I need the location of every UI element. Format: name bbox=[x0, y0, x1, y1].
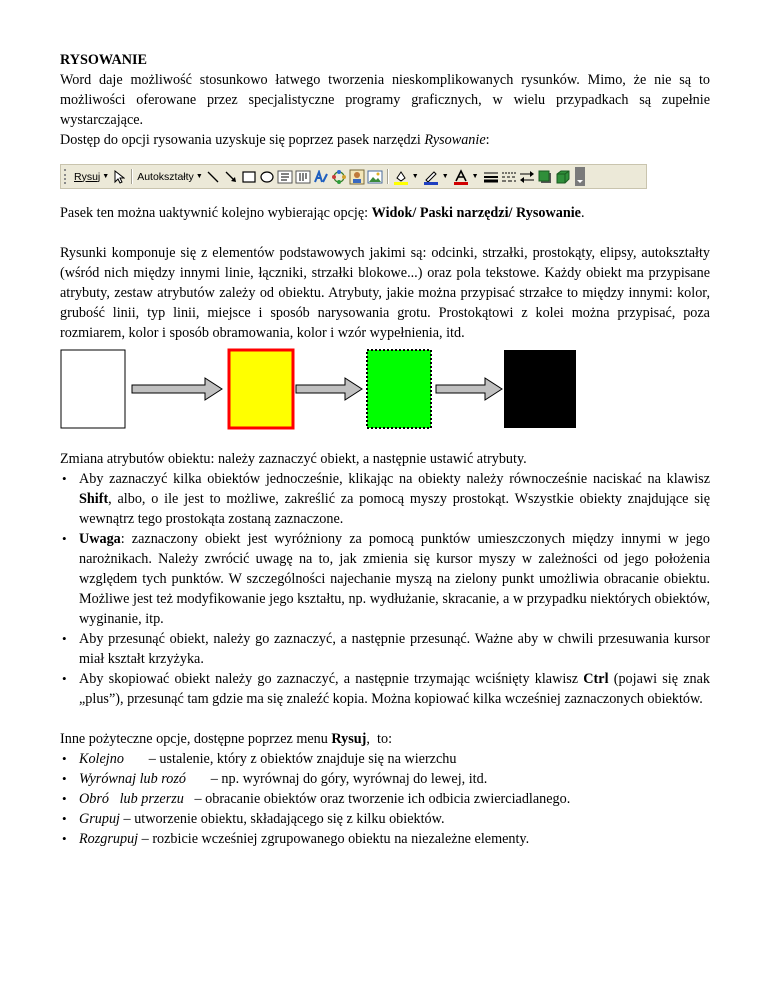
arrow-style-icon[interactable] bbox=[519, 169, 535, 185]
yellow-rectangle bbox=[229, 350, 293, 428]
dropdown-caret-icon: ▼ bbox=[102, 172, 110, 180]
dropdown-caret-icon[interactable]: ▼ bbox=[471, 172, 479, 180]
dash-style-icon[interactable] bbox=[501, 169, 517, 185]
diagram-icon[interactable] bbox=[331, 169, 347, 185]
insert-picture-icon[interactable] bbox=[367, 169, 383, 185]
list-item: • Grupuj – utworzenie obiektu, składającego się z kilku obiektów. bbox=[60, 809, 710, 829]
draw-menu-button[interactable]: Rysuj ▼ bbox=[74, 168, 109, 186]
dropdown-caret-icon: ▼ bbox=[195, 172, 203, 180]
wordart-icon[interactable] bbox=[313, 169, 329, 185]
block-arrow bbox=[132, 378, 222, 400]
font-color-icon[interactable] bbox=[453, 169, 469, 185]
list-item: • Uwaga: zaznaczony obiekt jest wyróżniony za pomocą punktów umieszczonych między innymi w jego narożnikach. Należy zwrócić uwagę na to, jak zmienia się kursor myszy w zależności od jego położenia względem tych punktów. W szczególności najechanie myszą na zielony punkt umożliwia obracanie obiektu. Możliwe jest też modyfikowanie jego kształtu, np. wydłużanie, skracanie, a w przypadku niektórych obiektów, wyginanie, itp. bbox=[60, 529, 710, 629]
change-attributes-paragraph: Zmiana atrybutów obiektu: należy zaznaczyć obiekt, a następnie ustawić atrybuty. bbox=[60, 451, 527, 467]
line-icon[interactable] bbox=[205, 169, 221, 185]
toolbar-options-icon[interactable] bbox=[575, 167, 585, 186]
block-arrow bbox=[436, 378, 502, 400]
autoshapes-menu-button[interactable]: Autokształty ▼ bbox=[137, 168, 203, 186]
line-style-icon[interactable] bbox=[483, 169, 499, 185]
list-item: • Kolejno – ustalenie, który z obiektów znajduje się na wierzchu bbox=[60, 749, 710, 769]
oval-icon[interactable] bbox=[259, 169, 275, 185]
access-paragraph: Dostęp do opcji rysowania uzyskuje się poprzez pasek narzędzi Rysowanie: bbox=[60, 132, 490, 148]
other-options-paragraph: Inne pożyteczne opcje, dostępne poprzez menu Rysuj, to: bbox=[60, 731, 393, 747]
dropdown-caret-icon[interactable]: ▼ bbox=[441, 172, 449, 180]
fill-color-icon[interactable] bbox=[393, 169, 409, 185]
toolbar-separator bbox=[131, 169, 133, 184]
list-item: • Rozgrupuj – rozbicie wcześniej zgrupowanego obiektu na niezależne elementy. bbox=[60, 829, 710, 849]
3d-style-icon[interactable] bbox=[555, 169, 571, 185]
block-arrow bbox=[296, 378, 362, 400]
line-color-icon[interactable] bbox=[423, 169, 439, 185]
list-item: • Obró lub przerzu – obracanie obiektów oraz tworzenie ich odbicia zwierciadlanego. bbox=[60, 789, 710, 809]
intro-paragraph: Word daje możliwość stosunkowo łatwego tworzenia nieskomplikowanych rysunków. Mimo, że nie są to możliwości oferowane przez specjalistyczne programy graficznych, w wielu przypadkach są zupełnie wystarczające. bbox=[60, 72, 710, 128]
plain-rectangle bbox=[61, 350, 125, 428]
list-item: • Aby zaznaczyć kilka obiektów jednocześnie, klikając na obiekty należy równocześnie naciskać na klawisz Shift, albo, o ile jest to możliwe, zakreślić za pomocą myszy prostokąt. Wszystkie obiekty znajdujące się wewnątrz tego prostokąta zostaną zaznaczone. bbox=[60, 469, 710, 529]
toolbar-name: Rysowanie bbox=[424, 132, 486, 148]
toolbar-grip[interactable] bbox=[64, 169, 70, 184]
dropdown-caret-icon[interactable]: ▼ bbox=[411, 172, 419, 180]
text-box-icon[interactable] bbox=[277, 169, 293, 185]
activate-paragraph: Pasek ten można uaktywnić kolejno wybierając opcję: Widok/ Paski narzędzi/ Rysowanie. bbox=[60, 205, 585, 221]
rectangle-icon[interactable] bbox=[241, 169, 257, 185]
options-list bbox=[60, 749, 710, 849]
green-rectangle bbox=[367, 350, 431, 428]
clip-art-icon[interactable] bbox=[349, 169, 365, 185]
description-paragraph: Rysunki komponuje się z elementów podstawowych jakimi są: odcinki, strzałki, prostokąty, elipsy, autokształty (wśród nich między innymi linie, łączniki, strzałki blokowe...) oraz pola tekstowe. Każdy obiekt ma przypisane atrybuty, zestaw atrybutów zależy od obiektu. Atrybuty, jakie można przypisać strzałce to między innymi: kolor, grubość linii, typ linii, miejsce i sposób narysowania grotu. Prostokątowi z kolei można przypisać, poza rozmiarem, kolor i sposób obramowania, kolor i wzór wypełnienia, itd. bbox=[60, 245, 710, 341]
arrow-icon[interactable] bbox=[223, 169, 239, 185]
toolbar-separator bbox=[387, 169, 389, 184]
document-page bbox=[60, 50, 710, 849]
drawing-toolbar bbox=[60, 164, 647, 189]
list-item: • Aby przesunąć obiekt, należy go zaznaczyć, a następnie przesunąć. Ważne aby w chwili przesuwania kursor miał kształt krzyżyka. bbox=[60, 629, 710, 669]
vertical-text-box-icon[interactable] bbox=[295, 169, 311, 185]
shape-examples-drawing bbox=[60, 345, 710, 431]
list-item: • Wyrównaj lub rozó – np. wyrównaj do góry, wyrównaj do lewej, itd. bbox=[60, 769, 710, 789]
black-rectangle bbox=[504, 350, 576, 428]
section-title: RYSOWANIE bbox=[60, 52, 148, 68]
list-item: • Aby skopiować obiekt należy go zaznaczyć, a następnie trzymając wciśnięty klawisz Ctrl (pojawi się znak „plus”), przesunąć tam gdzie ma się znaleźć kopia. Można kopiować kilka wcześniej zaznaczonych obiektów. bbox=[60, 669, 710, 709]
select-objects-icon[interactable] bbox=[111, 169, 127, 185]
tips-list bbox=[60, 469, 710, 709]
menu-path: Widok/ Paski narzędzi/ Rysowanie bbox=[371, 205, 581, 221]
shape-examples bbox=[60, 345, 710, 431]
shadow-style-icon[interactable] bbox=[537, 169, 553, 185]
